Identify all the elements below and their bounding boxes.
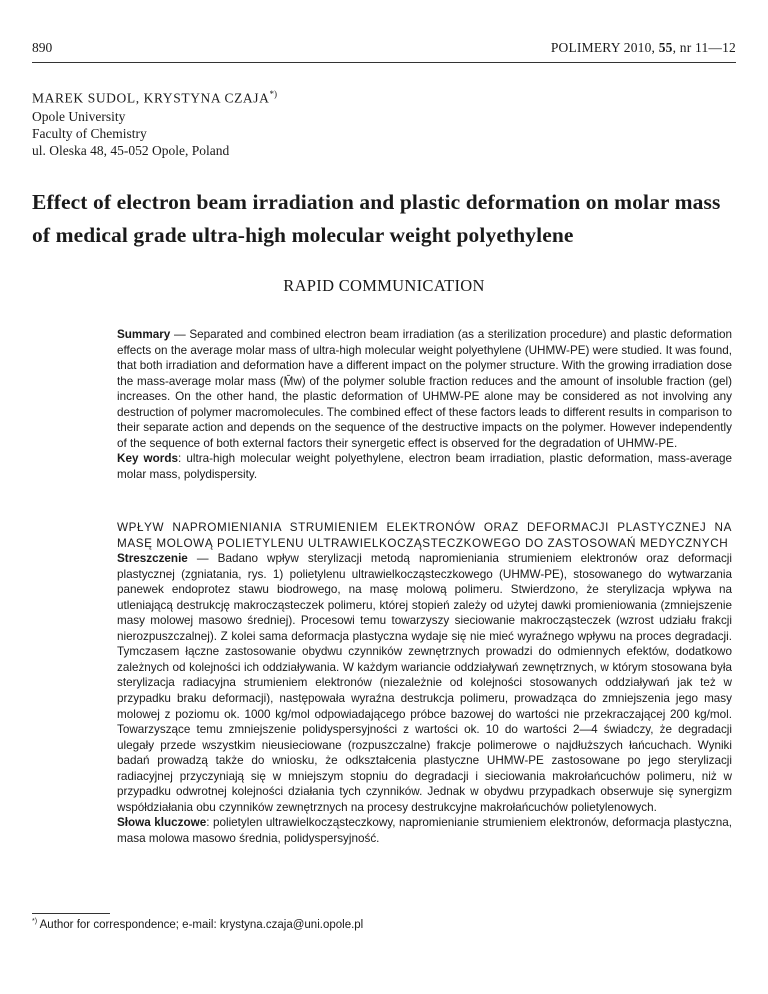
section-label: RAPID COMMUNICATION bbox=[283, 276, 485, 295]
polish-keywords-label: Słowa kluczowe bbox=[117, 816, 207, 830]
polish-abstract-text: — Badano wpływ sterylizacji metodą napromieniania strumieniem elektronów oraz deformacji plastycznej (zgniatania, rys. 1) polietylenu ultrawielkocząsteczkowego (UHMW-PE), stosowanego do wytwarzania panewek endoprotez stawu biodrowego, na masę molową polimeru. Stwierdzono, że sterylizacja wpływa na utleniającą destrukcję makrocząsteczek polimeru, której stopień zależy od użytej dawki promieniowania (zmniejszenie masy molowej masowo średniej). Procesowi temu towarzyszy sieciowanie makrocząsteczek (wzrost udziału frakcji nierozpuszczalnej). Z kolei sama deformacja plastyczna wydaje się nie mieć wyraźnego wpływu na proces degradacji. Tymczasem łączne zastosowanie obydwu czynników zewnętrznych prowadzi do odmiennych efektów, dodatkowo zależnych od kolejności ich oddziaływania. W każdym wariancie oddziaływań zewnętrznych, w którym stosowana była sterylizacja radiacyjna strumieniem elektronów (niezależnie od kolejności stosowanych oddziaływań jak też w przypadku braku deformacji), następowała wyraźna destrukcja polimeru, prowadząca do zmniejszenia jego masy molowej z poziomu ok. 1000 kg/mol odpowiadającego próbce bazowej do wartości nie przekraczającej 200 kg/mol. Towarzyszące temu zmniejszenie polidyspersyjności z wartości ok. 10 do wartości 2—4 świadczy, że degradacji ulegały przede wszystkim nieusieciowane (rozpuszczalne) frakcje polimerowe o najdłuższych łańcuchach. Wyniki badań prowadzą także do wniosku, że odkształcenia plastyczne UHMW-PE zastosowane po jego sterylizacji radiacyjnej przyczyniają się w mniejszym stopniu do degradacji i sieciowania makrołańcuchów polimeru, niż w przypadku odwrotnej kolejności działania tych czynników. Jednak w obydwu przypadkach obserwuje się synergizm współdziałania obu czynników zewnętrznych na procesy destrukcyjne makrołańcuchów polietylenowych. bbox=[117, 552, 732, 814]
journal-citation bbox=[551, 40, 736, 56]
footnote-mark: *) bbox=[32, 918, 38, 925]
polish-abstract-paragraph bbox=[117, 551, 732, 815]
polish-abstract-label: Streszczenie bbox=[117, 552, 188, 566]
keywords-paragraph bbox=[117, 451, 732, 482]
summary-paragraph bbox=[117, 327, 732, 451]
polish-keywords-text: : polietylen ultrawielkocząsteczkowy, napromienianie strumieniem elektronów, deformacja plastyczna, masa molowa masowo średnia, polidyspersyjność. bbox=[117, 816, 732, 845]
footnote-rule bbox=[32, 913, 110, 914]
article-title: Effect of electron beam irradiation and plastic deformation on molar mass of medical grade ultra-high molecular weight polyethylene bbox=[32, 190, 721, 247]
polish-title: WPŁYW NAPROMIENIANIA STRUMIENIEM ELEKTRONÓW ORAZ DEFORMACJI PLASTYCZNEJ NA MASĘ MOLOWĄ POLIETYLENU ULTRAWIELKOCZĄSTECZKOWEGO DO ZASTOSOWAŃ MEDYCZNYCH bbox=[117, 521, 732, 550]
polish-abstract bbox=[117, 520, 732, 846]
footnote-text: Author for correspondence; e-mail: krystyna.czaja@uni.opole.pl bbox=[37, 918, 364, 931]
journal-volume: 55 bbox=[658, 40, 673, 55]
footnote bbox=[32, 918, 363, 931]
affiliation-line: ul. Oleska 48, 45-052 Opole, Poland bbox=[32, 143, 230, 158]
keywords-label: Key words bbox=[117, 452, 178, 466]
english-abstract bbox=[117, 327, 732, 482]
affiliation-line: Faculty of Chemistry bbox=[32, 126, 147, 141]
affiliation-line: Opole University bbox=[32, 109, 126, 124]
journal-name: POLIMERY 2010, bbox=[550, 40, 659, 55]
keywords-text: : ultra-high molecular weight polyethylene, electron beam irradiation, plastic deformation, mass-average molar mass, polydispersity. bbox=[117, 452, 733, 481]
authors: MAREK SUDOL, KRYSTYNA CZAJA bbox=[32, 90, 270, 106]
header-rule bbox=[32, 62, 736, 63]
page-number: 890 bbox=[32, 40, 53, 55]
affiliation bbox=[32, 108, 229, 159]
journal-issue: , nr 11—12 bbox=[672, 40, 736, 55]
polish-keywords-paragraph bbox=[117, 815, 732, 846]
summary-text: — Separated and combined electron beam irradiation (as a sterilization procedure) and plastic deformation effects on the average molar mass of ultra-high molecular weight polyethylene (UHMW-PE) were studied. It was found, that both irradiation and deformation have a different impact on the polymer structure. With the growing irradiation dose the mass-average molar mass (M̄w) of the polymer soluble fraction reduces and the amount of insoluble fraction (gel) increases. On the other hand, the plastic deformation of UHMW-PE alone may be considered as not involving any destruction of polymer macromolecules. The combined effect of these factors leads to different results in comparison to their separate action and depends on the sequence of the destructive impacts on the polymer. However independently of the sequence of both external factors their synergetic effect is observed for the degradation of UHMW-PE. bbox=[117, 328, 733, 450]
authors-line bbox=[32, 89, 277, 107]
author-footnote-mark: *) bbox=[269, 89, 277, 99]
running-header bbox=[32, 40, 736, 60]
summary-label: Summary bbox=[117, 328, 171, 341]
